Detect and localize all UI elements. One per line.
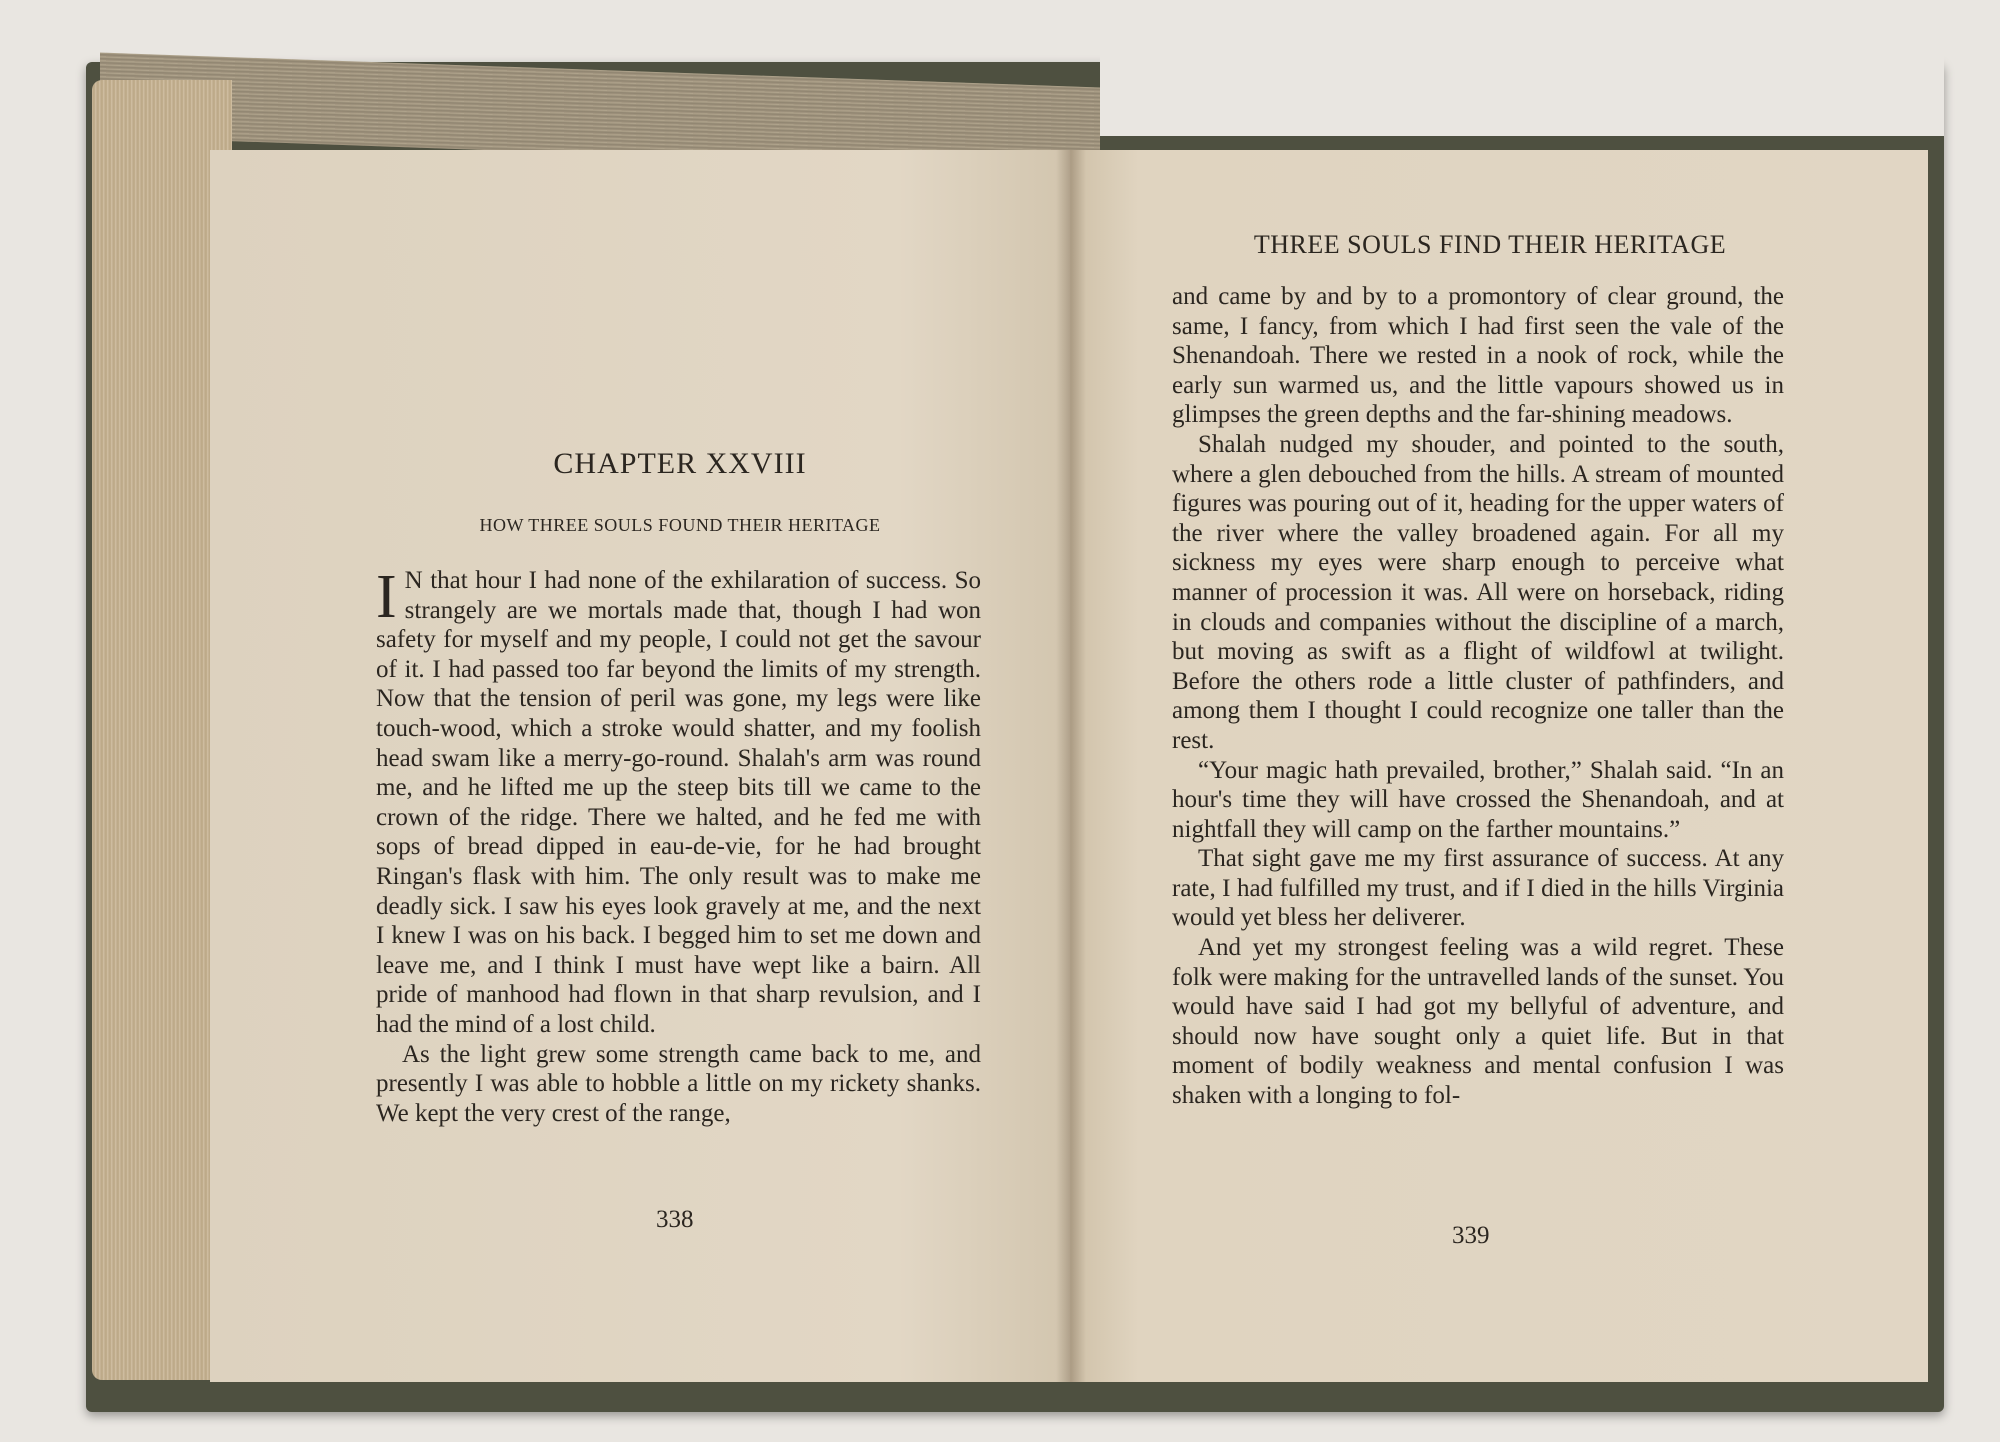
book-gutter xyxy=(1056,150,1086,1382)
paragraph: “Your magic hath prevailed, brother,” Shalah said. “In an hour's time they will have crossed the Shenandoah, and at nightfall they will camp on the farther mountains.” xyxy=(1172,756,1784,843)
paragraph: And yet my strongest feeling was a wild regret. These folk were making for the untravelled lands of the sunset. You would have said I had got my bellyful of adventure, and should now have sought only a quiet life. But in that moment of bodily weakness and mental confusion I was shaken with a longing to fol- xyxy=(1172,934,1784,1110)
page-number-right: 339 xyxy=(1452,1222,1490,1249)
chapter-title: CHAPTER XXVIII xyxy=(553,447,807,480)
page-number-left: 338 xyxy=(656,1206,694,1233)
paragraph: and came by and by to a promontory of clear ground, the same, I fancy, from which I had first seen the vale of the Shenandoah. There we rested in a nook of rock, while the early sun warmed us, and the little vapours showed us in glimpses the green depths and the far-shining meadows. xyxy=(1172,283,1784,429)
drop-cap: I xyxy=(376,563,397,631)
paragraph: Shalah nudged my shouder, and pointed to the south, where a glen debouched from the hills. A stream of mounted figures was pouring out of it, heading for the upper waters of the river where the valley broadened again. For all my sickness my eyes were sharp enough to perceive what manner of procession it was. All were on horseback, riding in clouds and companies without the discipline of a march, but moving as swift as a flight of wildfowl at twilight. Before the others rode a little cluster of pathfinders, and among them I thought I could recognize one taller than the rest. xyxy=(1172,430,1784,754)
right-page-body xyxy=(1172,282,1784,1111)
paragraph: That sight gave me my first assurance of success. At any rate, I had fulfilled my trust, and if I died in the hills Virginia would yet bless her deliverer. xyxy=(1172,845,1784,932)
left-page-body xyxy=(376,563,981,1128)
paragraph-text: N that hour I had none of the exhilaration of success. So strangely are we mortals made that, though I had won safety for myself and my people, I could not get the savour of it. I had passed too far beyond the limits of my strength. Now that the tension of peril was gone, my legs were like touch-wood, which a stroke would shatter, and my foolish head swam like a merry-go-round. Shalah's arm was round me, and he lifted me up the steep bits till we came to the crown of the ridge. There we halted, and he fed me with sops of bread dipped in eau-de-vie, for he had brought Ringan's flask with him. The only result was to make me deadly sick. I saw his eyes look gravely at me, and the next I knew I was on his back. I begged him to set me down and leave me, and I think I must have wept like a bairn. All pride of manhood had flown in that sharp revulsion, and I had the mind of a lost child. xyxy=(376,567,981,1038)
chapter-subtitle: HOW THREE SOULS FOUND THEIR HERITAGE xyxy=(479,515,881,535)
paragraph xyxy=(376,563,981,1040)
running-head: THREE SOULS FIND THEIR HERITAGE xyxy=(1253,230,1727,259)
background-gap xyxy=(1100,52,1944,136)
paragraph: As the light grew some strength came back to me, and presently I was able to hobble a little on my rickety shanks. We kept the very crest of the range, xyxy=(376,1040,981,1127)
